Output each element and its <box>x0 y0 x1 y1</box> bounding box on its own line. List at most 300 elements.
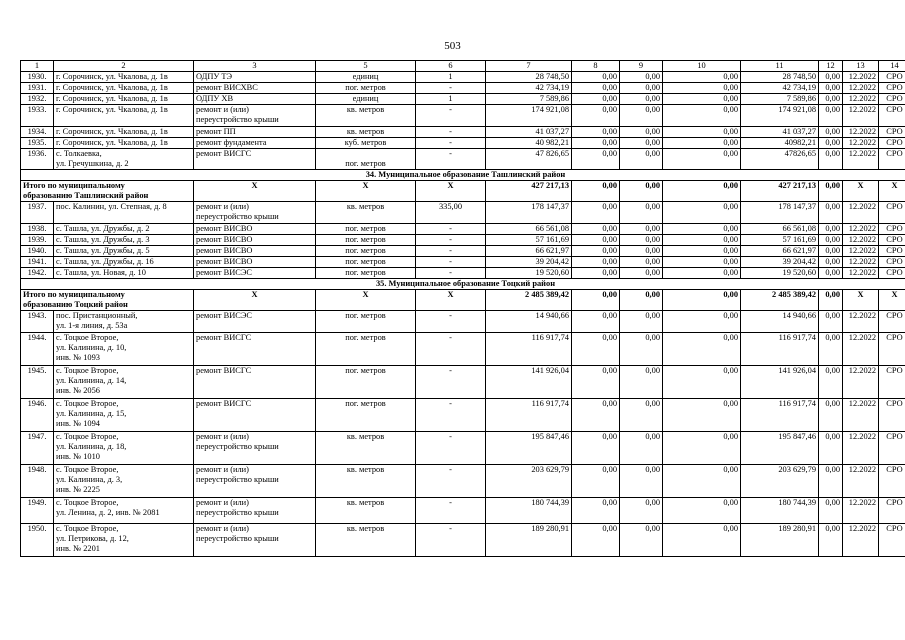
section-heading-row <box>21 279 905 290</box>
table-cell: 40982,21 <box>741 138 819 149</box>
table-row <box>21 366 905 399</box>
table-cell: СРО <box>879 311 905 333</box>
table-cell: ремонт ВИСГС <box>194 366 316 399</box>
table-cell: 0,00 <box>819 257 843 268</box>
col-header: 11 <box>741 61 819 72</box>
table-cell: 0,00 <box>620 311 663 333</box>
table-cell: 0,00 <box>572 138 620 149</box>
table-cell: 47826,65 <box>741 149 819 170</box>
table-cell: кв. метров <box>316 202 416 224</box>
table-cell: ОДПУ ХВ <box>194 94 316 105</box>
total-cell: 0,00 <box>620 181 663 202</box>
table-cell: 0,00 <box>620 399 663 432</box>
table-cell: 0,00 <box>663 94 741 105</box>
total-cell: 2 485 389,42 <box>741 290 819 311</box>
col-header: 10 <box>663 61 741 72</box>
table-cell: СРО <box>879 235 905 246</box>
table-cell: ремонт ВИСВО <box>194 235 316 246</box>
table-cell: 19 520,60 <box>741 268 819 279</box>
table-cell: г. Сорочинск, ул. Чкалова, д. 1в <box>54 105 194 127</box>
table-cell: 0,00 <box>620 257 663 268</box>
table-cell: 0,00 <box>819 465 843 498</box>
table-cell: ремонт ВИСВО <box>194 257 316 268</box>
table-cell: 0,00 <box>819 498 843 524</box>
table-cell: 66 621,97 <box>741 246 819 257</box>
total-row <box>21 290 905 311</box>
table-cell: 1950. <box>21 524 54 557</box>
table-cell: 0,00 <box>572 311 620 333</box>
table-cell: СРО <box>879 333 905 366</box>
table-cell: 12.2022 <box>843 524 879 557</box>
table-cell: 0,00 <box>819 432 843 465</box>
table-cell: 0,00 <box>620 138 663 149</box>
table-cell: с. Тоцкое Второе, ул. Петрикова, д. 12, инв. № 2201 <box>54 524 194 557</box>
col-header: 14 <box>879 61 905 72</box>
table-cell: ремонт и (или) переустройство крыши <box>194 432 316 465</box>
table-cell: 12.2022 <box>843 127 879 138</box>
table-cell: 0,00 <box>663 202 741 224</box>
table-cell: пог. метров <box>316 311 416 333</box>
table-cell: пос. Калинин, ул. Степная, д. 8 <box>54 202 194 224</box>
table-cell: СРО <box>879 498 905 524</box>
table-cell: 1932. <box>21 94 54 105</box>
table-cell: с. Ташла, ул. Дружбы, д. 16 <box>54 257 194 268</box>
table-cell: 0,00 <box>663 498 741 524</box>
table-cell: пог. метров <box>316 268 416 279</box>
table-cell: кв. метров <box>316 432 416 465</box>
table-cell: - <box>416 333 486 366</box>
table-cell: г. Сорочинск, ул. Чкалова, д. 1в <box>54 72 194 83</box>
section-heading: 35. Муниципальное образование Тоцкий район <box>21 279 905 290</box>
table-cell: 1948. <box>21 465 54 498</box>
table-cell: с. Тоцкое Второе, ул. Калинина, д. 10, инв. № 1093 <box>54 333 194 366</box>
table-cell: 0,00 <box>663 524 741 557</box>
table-cell: пог. метров <box>316 224 416 235</box>
table-cell: 0,00 <box>572 333 620 366</box>
table-cell: 12.2022 <box>843 399 879 432</box>
table-row <box>21 235 905 246</box>
table-row <box>21 333 905 366</box>
table-cell: 12.2022 <box>843 149 879 170</box>
table-cell: 12.2022 <box>843 257 879 268</box>
total-label: Итого по муниципальному образованию Ташлинский район <box>21 181 194 202</box>
table-cell: 189 280,91 <box>486 524 572 557</box>
total-cell: 2 485 389,42 <box>486 290 572 311</box>
table-row <box>21 202 905 224</box>
table-cell: - <box>416 105 486 127</box>
table-cell: г. Сорочинск, ул. Чкалова, д. 1в <box>54 127 194 138</box>
table-cell: 0,00 <box>620 333 663 366</box>
table-cell: 1945. <box>21 366 54 399</box>
table-row <box>21 72 905 83</box>
table-cell: ремонт ВИСЭС <box>194 311 316 333</box>
table-cell: СРО <box>879 202 905 224</box>
table-cell: 1931. <box>21 83 54 94</box>
table-cell: 0,00 <box>572 105 620 127</box>
table-cell: кв. метров <box>316 524 416 557</box>
table-cell: 0,00 <box>663 138 741 149</box>
table-cell: СРО <box>879 268 905 279</box>
table-row <box>21 224 905 235</box>
table-cell: пог. метров <box>316 366 416 399</box>
table-cell: ремонт ВИСВО <box>194 224 316 235</box>
table-cell: 0,00 <box>819 105 843 127</box>
total-cell: 0,00 <box>819 290 843 311</box>
table-cell: 0,00 <box>620 268 663 279</box>
table-body <box>21 72 905 557</box>
total-cell: 427 217,13 <box>486 181 572 202</box>
table-cell: 40 982,21 <box>486 138 572 149</box>
table-cell: 42 734,19 <box>486 83 572 94</box>
table-cell: СРО <box>879 246 905 257</box>
total-cell: Х <box>316 290 416 311</box>
table-cell: СРО <box>879 524 905 557</box>
table-cell: 12.2022 <box>843 311 879 333</box>
page-number: 503 <box>444 40 461 52</box>
table-cell: 0,00 <box>620 83 663 94</box>
table-cell: - <box>416 498 486 524</box>
table-cell: 12.2022 <box>843 235 879 246</box>
table-row <box>21 94 905 105</box>
total-cell: Х <box>416 290 486 311</box>
table-cell: 12.2022 <box>843 83 879 94</box>
total-cell: Х <box>416 181 486 202</box>
table-cell: СРО <box>879 257 905 268</box>
col-header: 13 <box>843 61 879 72</box>
table-cell: - <box>416 138 486 149</box>
table-cell: 0,00 <box>620 72 663 83</box>
total-row <box>21 181 905 202</box>
col-header: 5 <box>316 61 416 72</box>
table-cell: - <box>416 366 486 399</box>
table-cell: 12.2022 <box>843 72 879 83</box>
table-cell: 7 589,86 <box>741 94 819 105</box>
table-cell: 0,00 <box>663 72 741 83</box>
table-cell: 195 847,46 <box>486 432 572 465</box>
table-row <box>21 465 905 498</box>
total-cell: Х <box>879 290 905 311</box>
table-cell: ОДПУ ТЭ <box>194 72 316 83</box>
table-cell: пог. метров <box>316 83 416 94</box>
table-cell: ремонт и (или) переустройство крыши <box>194 465 316 498</box>
table-cell: 1943. <box>21 311 54 333</box>
table-cell: пог. метров <box>316 399 416 432</box>
table-cell: - <box>416 432 486 465</box>
table-cell: 7 589,86 <box>486 94 572 105</box>
table-cell: 12.2022 <box>843 246 879 257</box>
total-cell: 0,00 <box>572 290 620 311</box>
table-row <box>21 498 905 524</box>
table-cell: 0,00 <box>572 224 620 235</box>
table-cell: кв. метров <box>316 498 416 524</box>
table-cell: ремонт ВИСГС <box>194 149 316 170</box>
col-header: 7 <box>486 61 572 72</box>
table-cell: ремонт и (или) переустройство крыши <box>194 202 316 224</box>
table-cell: 0,00 <box>819 366 843 399</box>
table-cell: 0,00 <box>572 268 620 279</box>
column-number-header <box>21 61 905 72</box>
table-cell: 12.2022 <box>843 224 879 235</box>
repair-program-table <box>20 60 905 557</box>
table-cell: 0,00 <box>572 235 620 246</box>
table-cell: 0,00 <box>572 149 620 170</box>
table-cell: СРО <box>879 83 905 94</box>
table-row <box>21 399 905 432</box>
table-cell: 1933. <box>21 105 54 127</box>
table-cell: 0,00 <box>663 83 741 94</box>
table-cell: единиц <box>316 94 416 105</box>
table-cell: 0,00 <box>819 399 843 432</box>
table-cell: 12.2022 <box>843 105 879 127</box>
table-cell: 1 <box>416 72 486 83</box>
table-cell: 41 037,27 <box>486 127 572 138</box>
table-cell: - <box>416 235 486 246</box>
table-cell: 203 629,79 <box>486 465 572 498</box>
table-cell: 116 917,74 <box>741 399 819 432</box>
table-cell: 0,00 <box>572 202 620 224</box>
table-cell: пос. Пристанционный, ул. 1-я линия, д. 53а <box>54 311 194 333</box>
table-cell: ремонт ВИСГС <box>194 333 316 366</box>
table-cell: - <box>416 399 486 432</box>
table-cell: 116 917,74 <box>486 399 572 432</box>
total-label: Итого по муниципальному образованию Тоцкий район <box>21 290 194 311</box>
table-cell: 1941. <box>21 257 54 268</box>
table-cell: кв. метров <box>316 465 416 498</box>
table-row <box>21 127 905 138</box>
total-cell: 0,00 <box>663 290 741 311</box>
table-cell: 0,00 <box>663 127 741 138</box>
table-cell: куб. метров <box>316 138 416 149</box>
table-cell: 0,00 <box>663 105 741 127</box>
table-cell: СРО <box>879 399 905 432</box>
table-cell: с. Тоцкое Второе, ул. Калинина, д. 15, инв. № 1094 <box>54 399 194 432</box>
table-cell: СРО <box>879 432 905 465</box>
table-cell: 0,00 <box>620 498 663 524</box>
table-cell: - <box>416 524 486 557</box>
table-row <box>21 149 905 170</box>
table-cell: 0,00 <box>819 246 843 257</box>
total-cell: Х <box>316 181 416 202</box>
table-cell: СРО <box>879 94 905 105</box>
table-cell: 12.2022 <box>843 498 879 524</box>
table-cell: ремонт ВИСХВС <box>194 83 316 94</box>
table-cell: - <box>416 268 486 279</box>
table-cell: 0,00 <box>620 127 663 138</box>
table-cell: г. Сорочинск, ул. Чкалова, д. 1в <box>54 94 194 105</box>
table-cell: СРО <box>879 138 905 149</box>
table-cell: 178 147,37 <box>486 202 572 224</box>
col-header: 12 <box>819 61 843 72</box>
table-cell: 0,00 <box>663 149 741 170</box>
table-cell: 42 734,19 <box>741 83 819 94</box>
table-cell: 1937. <box>21 202 54 224</box>
table-cell: 0,00 <box>663 268 741 279</box>
table-cell: пог. метров <box>316 149 416 170</box>
table-cell: 0,00 <box>620 524 663 557</box>
table-cell: с. Ташла, ул. Дружбы, д. 5 <box>54 246 194 257</box>
table-cell: 1 <box>416 94 486 105</box>
table-cell: 180 744,39 <box>741 498 819 524</box>
table-row <box>21 138 905 149</box>
table-cell: 0,00 <box>572 83 620 94</box>
table-cell: 0,00 <box>620 224 663 235</box>
table-cell: 0,00 <box>819 72 843 83</box>
table-cell: 0,00 <box>663 399 741 432</box>
table-cell: 28 748,50 <box>486 72 572 83</box>
table-cell: 0,00 <box>572 127 620 138</box>
table-cell: 1940. <box>21 246 54 257</box>
table-cell: 0,00 <box>572 257 620 268</box>
table-cell: пог. метров <box>316 257 416 268</box>
table-cell: ремонт ВИСГС <box>194 399 316 432</box>
table-cell: 1939. <box>21 235 54 246</box>
table-cell: 0,00 <box>819 235 843 246</box>
table-cell: 0,00 <box>663 432 741 465</box>
table-cell: 28 748,50 <box>741 72 819 83</box>
table-cell: 12.2022 <box>843 138 879 149</box>
table-cell: 0,00 <box>620 94 663 105</box>
table-cell: 0,00 <box>620 202 663 224</box>
table-cell: 0,00 <box>663 465 741 498</box>
table-cell: пог. метров <box>316 235 416 246</box>
col-header: 6 <box>416 61 486 72</box>
table-cell: 0,00 <box>572 366 620 399</box>
table-cell: 335,00 <box>416 202 486 224</box>
table-cell: 66 561,08 <box>486 224 572 235</box>
table-cell: 0,00 <box>819 333 843 366</box>
table-cell: 0,00 <box>620 366 663 399</box>
table-cell: пог. метров <box>316 246 416 257</box>
table-cell: ремонт и (или) переустройство крыши <box>194 105 316 127</box>
table-cell: 0,00 <box>819 127 843 138</box>
table-cell: 1946. <box>21 399 54 432</box>
table-cell: 0,00 <box>819 149 843 170</box>
table-cell: с. Ташла, ул. Дружбы, д. 3 <box>54 235 194 246</box>
table-cell: 0,00 <box>819 83 843 94</box>
col-header: 1 <box>21 61 54 72</box>
table-cell: 141 926,04 <box>741 366 819 399</box>
table-cell: - <box>416 311 486 333</box>
table-cell: СРО <box>879 224 905 235</box>
table-cell: кв. метров <box>316 105 416 127</box>
table-cell: - <box>416 465 486 498</box>
table-cell: - <box>416 246 486 257</box>
table-cell: 0,00 <box>663 333 741 366</box>
table-cell: 12.2022 <box>843 366 879 399</box>
table-cell: 0,00 <box>572 246 620 257</box>
table-cell: 47 826,65 <box>486 149 572 170</box>
table-cell: 57 161,69 <box>486 235 572 246</box>
table-cell: 0,00 <box>572 399 620 432</box>
table-row <box>21 246 905 257</box>
total-cell: Х <box>843 181 879 202</box>
table-cell: 1930. <box>21 72 54 83</box>
table-cell: 0,00 <box>572 498 620 524</box>
table-cell: ремонт и (или) переустройство крыши <box>194 524 316 557</box>
table-cell: - <box>416 257 486 268</box>
table-cell: г. Сорочинск, ул. Чкалова, д. 1в <box>54 138 194 149</box>
table-cell: 0,00 <box>572 72 620 83</box>
table-cell: 1934. <box>21 127 54 138</box>
table-cell: 12.2022 <box>843 333 879 366</box>
table-cell: 174 921,08 <box>741 105 819 127</box>
table-cell: ремонт ВИСЭС <box>194 268 316 279</box>
table-cell: с. Тоцкое Второе, ул. Калинина, д. 3, инв. № 2225 <box>54 465 194 498</box>
table-cell: 0,00 <box>620 432 663 465</box>
table-cell: 0,00 <box>819 94 843 105</box>
table-cell: - <box>416 127 486 138</box>
table-cell: с. Ташла, ул. Дружбы, д. 2 <box>54 224 194 235</box>
table-cell: с. Тоцкое Второе, ул. Калинина, д. 14, инв. № 2056 <box>54 366 194 399</box>
table-cell: 1942. <box>21 268 54 279</box>
table-cell: 0,00 <box>663 366 741 399</box>
table-cell: - <box>416 149 486 170</box>
table-cell: с. Ташла, ул. Новая, д. 10 <box>54 268 194 279</box>
table-cell: ремонт фундамента <box>194 138 316 149</box>
total-cell: Х <box>194 290 316 311</box>
table-cell: кв. метров <box>316 127 416 138</box>
table-cell: 0,00 <box>663 257 741 268</box>
table-cell: 180 744,39 <box>486 498 572 524</box>
table-cell: 12.2022 <box>843 268 879 279</box>
table-cell: - <box>416 83 486 94</box>
table-cell: 0,00 <box>620 235 663 246</box>
table-cell: 12.2022 <box>843 94 879 105</box>
table-cell: г. Сорочинск, ул. Чкалова, д. 1в <box>54 83 194 94</box>
table-cell: 0,00 <box>620 246 663 257</box>
total-cell: 0,00 <box>620 290 663 311</box>
table-cell: 1949. <box>21 498 54 524</box>
table-cell: 12.2022 <box>843 432 879 465</box>
table-cell: пог. метров <box>316 333 416 366</box>
table-cell: СРО <box>879 72 905 83</box>
table-cell: 141 926,04 <box>486 366 572 399</box>
table-cell: 178 147,37 <box>741 202 819 224</box>
table-cell: 1936. <box>21 149 54 170</box>
table-cell: 0,00 <box>819 138 843 149</box>
table-cell: СРО <box>879 149 905 170</box>
total-cell: 0,00 <box>819 181 843 202</box>
total-cell: 427 217,13 <box>741 181 819 202</box>
table-cell: 0,00 <box>572 465 620 498</box>
table-cell: 1944. <box>21 333 54 366</box>
table-cell: 12.2022 <box>843 202 879 224</box>
table-cell: 203 629,79 <box>741 465 819 498</box>
table-cell: 195 847,46 <box>741 432 819 465</box>
table-cell: 0,00 <box>663 235 741 246</box>
table-cell: 189 280,91 <box>741 524 819 557</box>
table-cell: 57 161,69 <box>741 235 819 246</box>
table-cell: 14 940,66 <box>486 311 572 333</box>
table-cell: 1947. <box>21 432 54 465</box>
table-cell: 0,00 <box>819 224 843 235</box>
table-cell: 0,00 <box>663 246 741 257</box>
table-cell: 0,00 <box>663 311 741 333</box>
total-cell: Х <box>194 181 316 202</box>
col-header: 3 <box>194 61 316 72</box>
table-cell: 116 917,74 <box>741 333 819 366</box>
table-cell: 39 204,42 <box>486 257 572 268</box>
table-cell: ремонт ПП <box>194 127 316 138</box>
table-cell: 0,00 <box>620 149 663 170</box>
table-cell: 0,00 <box>620 465 663 498</box>
table-cell: 14 940,66 <box>741 311 819 333</box>
table-cell: 66 621,97 <box>486 246 572 257</box>
table-cell: с. Тоцкое Второе, ул. Калинина, д. 18, инв. № 1010 <box>54 432 194 465</box>
table-cell: с. Тоцкое Второе, ул. Ленина, д. 2, инв. № 2081 <box>54 498 194 524</box>
table-cell: СРО <box>879 105 905 127</box>
total-cell: 0,00 <box>663 181 741 202</box>
